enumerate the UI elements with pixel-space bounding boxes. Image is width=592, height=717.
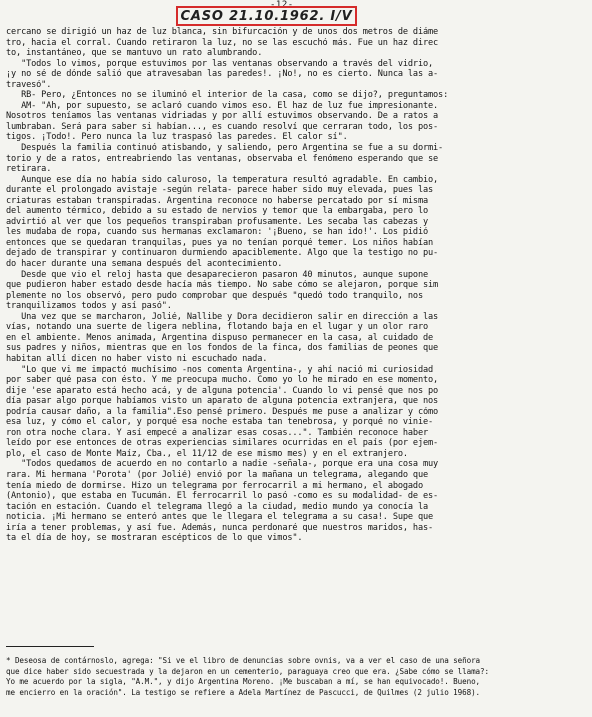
body-line: les mudaba de ropa, cuando sus hermanas exclamaron: '¡Bueno, se han ido!'. Los pidió	[6, 227, 429, 238]
body-line: entonces que se quedaran tranquilas, pues ya no tenían porqué temer. Los niños habían	[6, 237, 434, 248]
page-number: -12-	[270, 0, 294, 10]
body-line: "Todos lo vimos, porque estuvimos por las ventanas observando a través del vidrio,	[6, 58, 434, 69]
body-line: rara. Mi hermana 'Porota' (por Jolié) envió por la mañana un telegrama, alegando que	[6, 469, 429, 480]
body-line: "Lo que vi me impactó muchísimo -nos comenta Argentina-, y ahí nació mi curiosidad	[6, 364, 434, 375]
body-line: tenía miedo de dormirse. Hizo un telegrama por ferrocarril a mi hermano, el abogado	[6, 480, 423, 491]
footnote-line: que dice haber sido secuestrada y la dejaron en un cementerio, paraguaya creo que era. ¿Sabe cómo se llama?:	[6, 666, 489, 676]
body-line: plemente no los observó, pero pudo comprobar que después "quedó todo tranquilo, nos	[6, 290, 423, 301]
body-line: vías, notando una suerte de ligera neblina, flotando baja en el lugar y un olor raro	[6, 322, 429, 333]
body-line: tranquilizamos todos y así pasó".	[6, 301, 172, 312]
body-line: AM- "Ah, por supuesto, se aclaró cuando vimos eso. El haz de luz fue impresionante.	[6, 100, 439, 111]
footnote-line: * Deseosa de contárnoslo, agrega: "Si ve el libro de denuncias sobre ovnis, va a ver el caso de una señora	[6, 656, 481, 665]
body-line: dije 'ese aparato está hecho acá, y de alguna potencia'. Cuando lo vi pensé que nos po	[6, 385, 439, 396]
body-line: iría a tener problemas, y así fue. Además, nunca perdonaré que nuestros maridos, has-	[6, 522, 434, 533]
body-line: por saber qué pasa con ésto. Y me preocupa mucho. Como yo lo he mirado en ese momento,	[6, 375, 439, 386]
body-line: tación en estación. Cuando el telegrama llegó a la ciudad, medio mundo ya conocía la	[6, 501, 429, 512]
footnote-line: Yo me acuerdo por la sigla, "A.M.", y dijo Argentina Moreno. ¡Me buscaban a mí, se han equivocado!. Bueno,	[6, 677, 481, 687]
body-line: durante el prolongado avistaje -según relata- parece haber sido muy elevada, pues las	[6, 185, 434, 196]
body-line: cercano se dirigió un haz de luz blanca, sin bifurcación y de unos dos metros de diáme	[6, 27, 439, 37]
body-line: tigos. ¡Todo!. Pero nunca la luz traspasó las paredes. El calor sí".	[6, 132, 348, 143]
body-line: sus padres y niños, mientras que en los fondos de la finca, dos familias de peones que	[6, 343, 439, 354]
body-line: podría causar daño, a la familia".Eso pensé primero. Después me puse a analizar y cómo	[6, 406, 439, 417]
body-line: ¡y no sé de dónde salió que atravesaban las paredes!. ¡No!, no es cierto. Nunca las a-	[6, 69, 439, 80]
footnote-divider	[6, 646, 94, 647]
body-line: "Todos quedamos de acuerdo en no contarlo a nadie -señala-, porque era una cosa muy	[6, 459, 439, 470]
body-line: en el ambiente. Menos animada, Argentina dispuso permanecer en la casa, al cuidado de	[6, 332, 434, 343]
body-line: criaturas estaban transpiradas. Argentina reconoce no haberse percatado por sí misma	[6, 195, 429, 206]
body-line: retirara.	[6, 164, 52, 175]
footnote	[6, 656, 588, 698]
body-line: leído por ese entonces de otras experiencias similares ocurridas en el país (por ejem-	[6, 438, 439, 449]
body-text	[6, 27, 586, 544]
body-line: día pasar algo porque habíamos visto un aparato de alguna potencia extranjera, que nos	[6, 396, 439, 407]
body-line: Aunque ese día no había sido caluroso, la temperatura resultó agradable. En cambio,	[6, 174, 439, 185]
body-line: dejado de transpirar y continuaron durmiendo apaciblemente. Algo que la testigo no pu-	[6, 248, 439, 259]
body-line: Después la familia continuó atisbando, y saliendo, pero Argentina se fue a su dormi-	[6, 143, 444, 154]
body-line: advirtió al ver que los pequeños transpiraban profusamente. Les secaba las cabezas y	[6, 216, 429, 227]
body-line: Una vez que se marcharon, Jolié, Nallibe y Dora decidieron salir en dirección a las	[6, 311, 439, 322]
body-line: del aumento térmico, debido a su estado de nervios y temor que la embargaba, pero lo	[6, 206, 429, 217]
case-stamp: CASO 21.10.1962. I/V	[176, 6, 357, 26]
body-line: noticia. ¡Mi hermano se enteró antes que le llegara el telegrama a su casa!. Supe que	[6, 512, 434, 523]
body-line: to, instantáneo, que se mantuvo un rato alumbrando.	[6, 48, 263, 59]
body-line: RB- Pero, ¿Entonces no se iluminó el interior de la casa, como se dijo?, preguntamos:	[6, 90, 449, 101]
body-line: (Antonio), que estaba en Tucumán. El ferrocarril lo pasó -como es su modalidad- de es-	[6, 491, 439, 502]
body-line: lumbraban. Será para saber si habían..., es cuando resolví que cerraran todo, los pos-	[6, 121, 439, 132]
body-line: Desde que vio el reloj hasta que desaparecieron pasaron 40 minutos, aunque supone	[6, 269, 429, 280]
body-line: que pudieron haber estado desde hacía más tiempo. No sabe cómo se alejaron, porque sim	[6, 280, 439, 291]
body-line: esa luz, y cómo el calor, y porqué esa noche estaba tan tenebrosa, y porqué no vinie-	[6, 417, 434, 428]
body-line: do hacer durante una semana después del acontecimiento.	[6, 259, 283, 270]
body-line: ron otra noche clara. Y así empecé a analizar esas cosas...". También reconoce haber	[6, 427, 429, 438]
body-line: travesó".	[6, 79, 52, 90]
body-line: habitan allí dicen no haber visto ni escuchado nada.	[6, 353, 268, 364]
footnote-line: me encierro en la oración". La testigo se refiere a Adela Martínez de Pascucci, de Quilmes (2 julio 1968).	[6, 687, 481, 697]
body-line: torio y de a ratos, entreabriendo las ventanas, observaba el fenómeno esperando que se	[6, 153, 439, 164]
body-line: ta el día de hoy, se mostraran escépticos de lo que vimos".	[6, 533, 303, 544]
body-line: plo, el caso de Monte Maíz, Cba., el 11/12 de ese mismo mes) y en el extranjero.	[6, 448, 408, 459]
body-line: tro, hacia el corral. Cuando retiraron la luz, no se las escuchó más. Fue un haz direc	[6, 37, 439, 48]
body-line: Nosotros teníamos las ventanas vidriadas y por allí estuvimos observando. De a ratos a	[6, 111, 439, 122]
